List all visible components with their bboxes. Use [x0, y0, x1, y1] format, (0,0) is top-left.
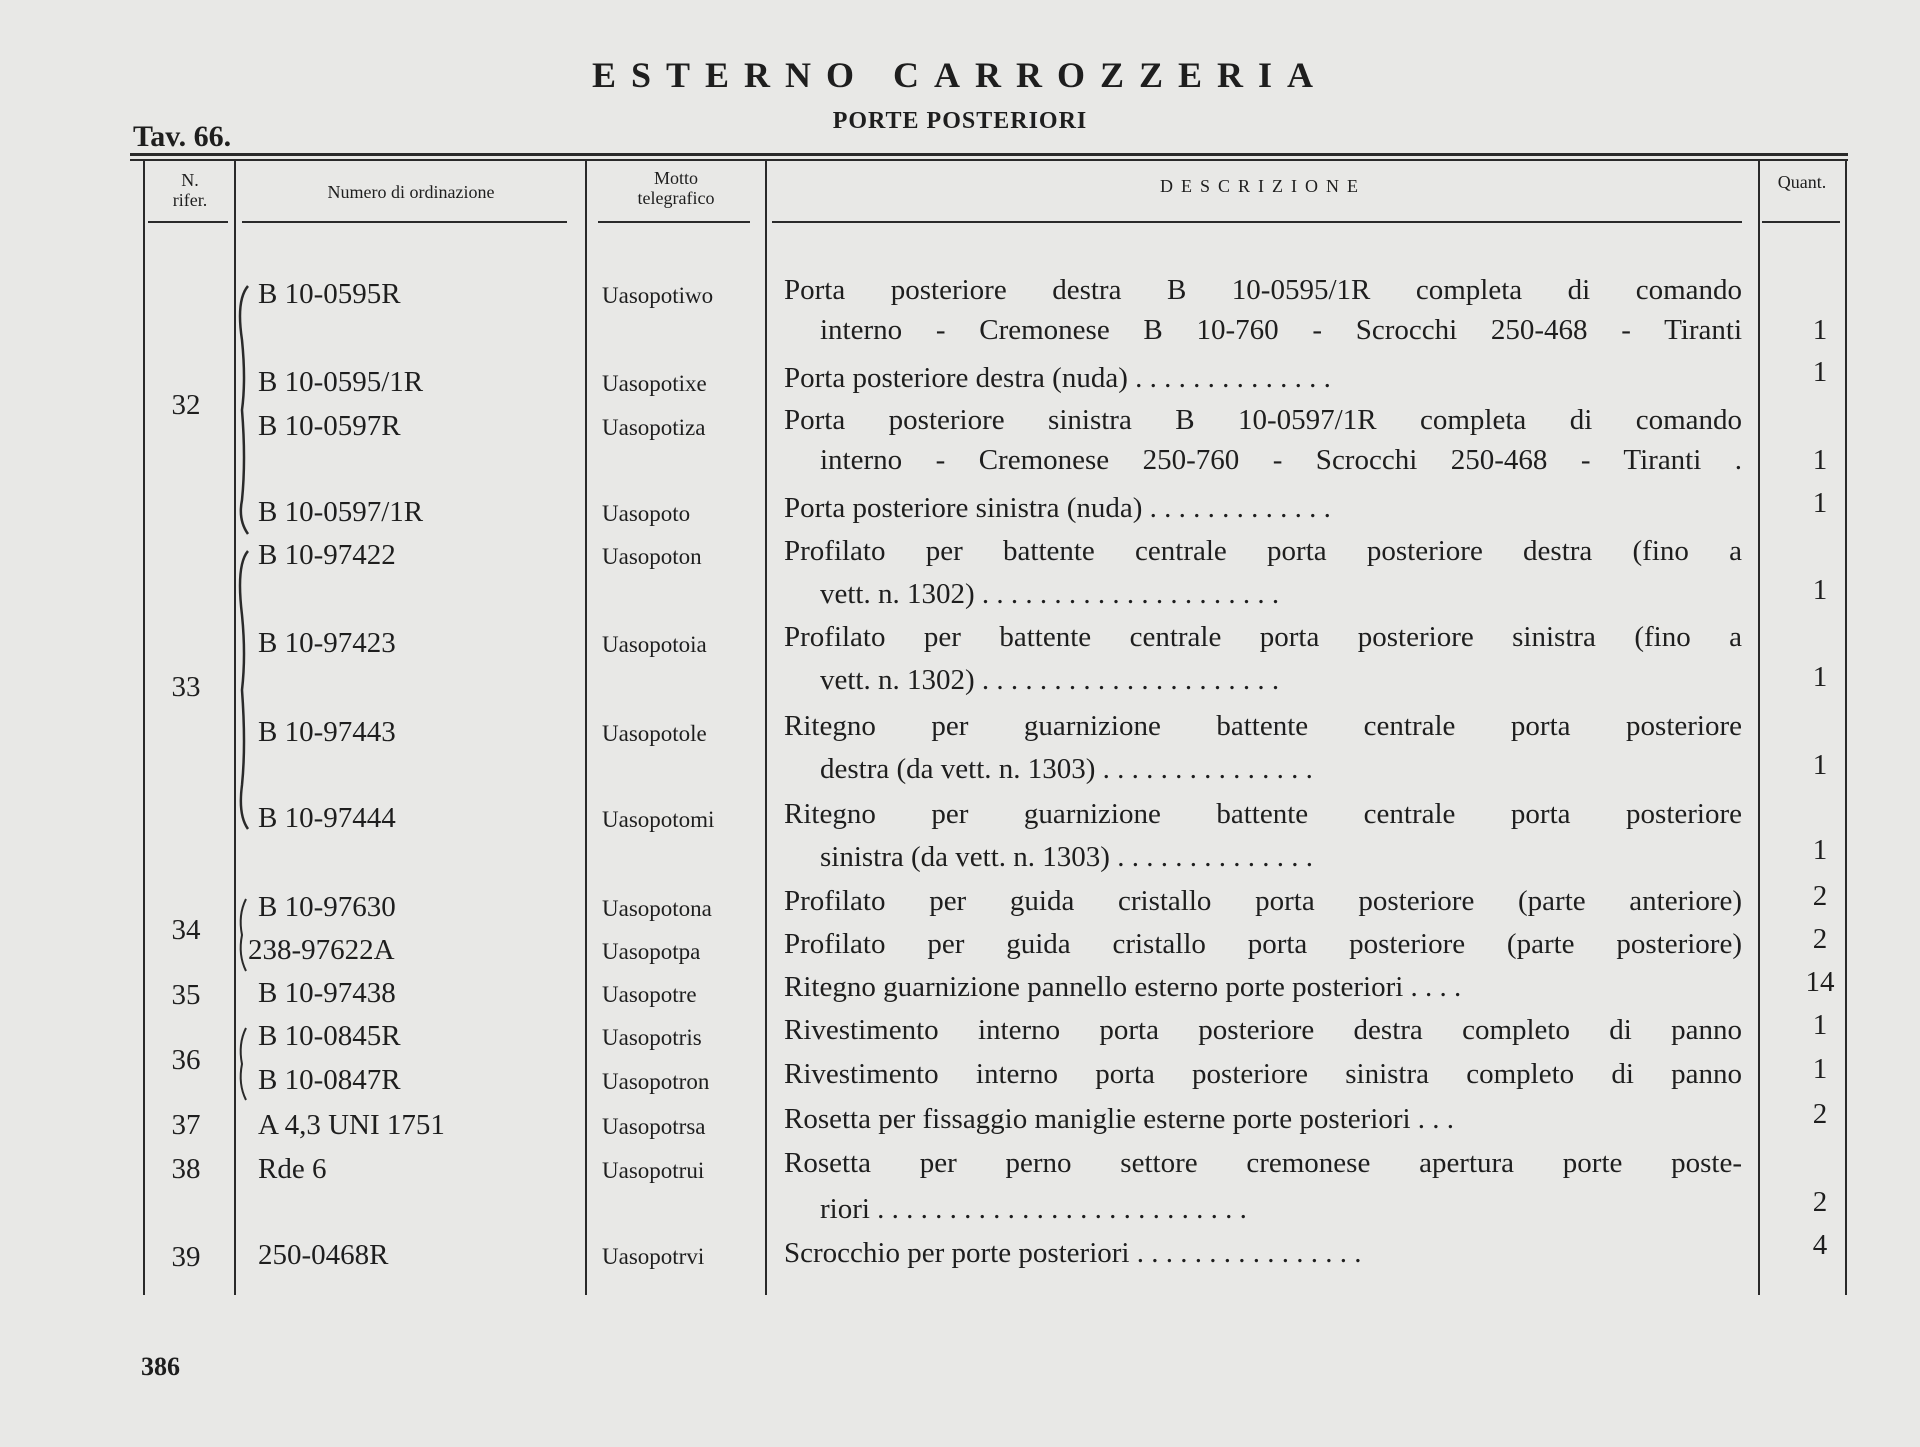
- description: [784, 1102, 1742, 1136]
- part-name: Ritegno: [784, 971, 876, 1003]
- table-number: Tav. 66.: [133, 120, 232, 153]
- order-code: 250-0468R: [258, 1239, 389, 1271]
- telegraph-code: Uasopotona: [602, 896, 712, 921]
- col-header-qty: Quant.: [1777, 172, 1827, 192]
- description-continued: sinistra (da vett. n. 1303) . . . . . . . . . . . . . .: [820, 841, 1313, 873]
- telegraph-code: Uasopoto: [602, 501, 691, 526]
- description-continued: riori . . . . . . . . . . . . . . . . . . . . . . . . . .: [820, 1193, 1247, 1225]
- order-code: B 10-97630: [258, 891, 396, 923]
- order-code: B 10-0595R: [258, 278, 401, 310]
- description-text: per porte posteriori . . . . . . . . . . . . . . . .: [907, 1237, 1362, 1269]
- ref-number: 34: [171, 914, 201, 946]
- description-text: posteriore destra B 10-0595/1R completa di comando: [890, 274, 1742, 306]
- description: [784, 403, 1742, 437]
- quantity: 2: [1812, 880, 1828, 912]
- quantity: 1: [1812, 834, 1828, 866]
- ref-number: 39: [171, 1241, 201, 1273]
- header-underline: [242, 221, 567, 223]
- part-name: Porta: [784, 492, 846, 524]
- order-code: B 10-97443: [258, 716, 396, 748]
- header-underline: [772, 221, 1742, 223]
- description-text: per guarnizione battente centrale porta posteriore: [931, 798, 1742, 830]
- order-code: B 10-0597R: [258, 410, 401, 442]
- header-underline: [598, 221, 750, 223]
- description: [784, 273, 1742, 307]
- description-text: guarnizione pannello esterno porte posteriori . . . .: [883, 971, 1462, 1003]
- quantity: 2: [1812, 923, 1828, 955]
- part-name: Rosetta: [784, 1103, 871, 1135]
- ref-number: 37: [171, 1109, 201, 1141]
- page-number: 386: [141, 1352, 180, 1381]
- part-name: Ritegno: [784, 798, 876, 830]
- description: [784, 361, 1742, 395]
- ref-number: 38: [171, 1153, 201, 1185]
- description: [784, 709, 1742, 743]
- order-code: Rde 6: [258, 1153, 327, 1185]
- description-text: interno porta posteriore destra completo di panno: [977, 1014, 1742, 1046]
- col-header-ref-line1: N.: [181, 170, 199, 190]
- order-code: B 10-0595/1R: [258, 366, 424, 398]
- description: [784, 620, 1742, 654]
- description-text: per guida cristallo porta posteriore (parte anteriore): [929, 885, 1742, 917]
- order-code: A 4,3 UNI 1751: [258, 1109, 445, 1141]
- group-bracket: [228, 280, 258, 540]
- page-subtitle: PORTE POSTERIORI: [832, 108, 1088, 134]
- description: [784, 884, 1742, 918]
- description-continued: vett. n. 1302) . . . . . . . . . . . . . . . . . . . . .: [820, 578, 1280, 610]
- telegraph-code: Uasopotole: [602, 721, 707, 746]
- part-name: Profilato: [784, 621, 886, 653]
- description: [784, 1236, 1742, 1270]
- quantity: 1: [1812, 661, 1828, 693]
- part-name: Ritegno: [784, 710, 876, 742]
- part-name: Profilato: [784, 885, 886, 917]
- description-text: per fissaggio maniglie esterne porte posteriori . . .: [878, 1103, 1455, 1135]
- part-name: Porta: [784, 274, 846, 306]
- column-divider: [143, 160, 145, 1295]
- order-code: B 10-97444: [258, 802, 396, 834]
- group-bracket: [228, 545, 258, 835]
- col-header-ref-line2: rifer.: [172, 190, 208, 210]
- part-name: Rivestimento: [784, 1014, 939, 1046]
- part-name: Scrocchio: [784, 1237, 900, 1269]
- group-bracket: [232, 1024, 252, 1104]
- order-code: B 10-0847R: [258, 1064, 401, 1096]
- description-text: posteriore sinistra (nuda) . . . . . . . . . . . . .: [852, 492, 1331, 524]
- quantity: 1: [1812, 1053, 1828, 1085]
- column-divider: [585, 160, 587, 1295]
- ref-number: 32: [171, 389, 201, 421]
- column-divider: [1758, 160, 1760, 1295]
- telegraph-code: Uasopotrsa: [602, 1114, 706, 1139]
- col-header-motto: [588, 168, 764, 208]
- ref-number: 36: [171, 1044, 201, 1076]
- telegraph-code: Uasopotpa: [602, 939, 701, 964]
- telegraph-code: Uasopotre: [602, 982, 697, 1007]
- quantity: 1: [1812, 444, 1828, 476]
- description-continued: destra (da vett. n. 1303) . . . . . . . . . . . . . . .: [820, 753, 1313, 785]
- ref-number: 33: [171, 671, 201, 703]
- description: [784, 1057, 1742, 1091]
- column-divider: [765, 160, 767, 1295]
- header-rule-thin: [130, 159, 1848, 161]
- description-text: interno porta posteriore sinistra completo di panno: [975, 1058, 1742, 1090]
- part-name: Porta: [784, 404, 846, 436]
- page-title: ESTERNO CARROZZERIA: [591, 55, 1329, 95]
- ref-number: 35: [171, 979, 201, 1011]
- quantity: 14: [1805, 966, 1835, 998]
- description: [784, 970, 1742, 1004]
- col-header-ref: [146, 170, 234, 210]
- telegraph-code: Uasopotron: [602, 1069, 710, 1094]
- description-text: posteriore destra (nuda) . . . . . . . . . . . . . .: [852, 362, 1331, 394]
- telegraph-code: Uasopoton: [602, 544, 702, 569]
- description: [784, 1013, 1742, 1047]
- quantity: 2: [1812, 1098, 1828, 1130]
- header-underline: [1762, 221, 1840, 223]
- order-code: 238-97622A: [248, 934, 395, 966]
- telegraph-code: Uasopotiwo: [602, 283, 714, 308]
- description-continued: vett. n. 1302) . . . . . . . . . . . . . . . . . . . . .: [820, 664, 1280, 696]
- telegraph-code: Uasopotris: [602, 1025, 702, 1050]
- part-name: Profilato: [784, 928, 886, 960]
- quantity: 1: [1812, 749, 1828, 781]
- order-code: B 10-97422: [258, 539, 396, 571]
- description-text: posteriore sinistra B 10-0597/1R completa di comando: [888, 404, 1742, 436]
- order-code: B 10-0597/1R: [258, 496, 424, 528]
- telegraph-code: Uasopotiza: [602, 415, 706, 440]
- col-header-motto-line2: telegrafico: [637, 188, 715, 208]
- description-text: per guida cristallo porta posteriore (parte posteriore): [927, 928, 1742, 960]
- description: [784, 534, 1742, 568]
- order-code: B 10-97438: [258, 977, 396, 1009]
- description: [784, 491, 1742, 525]
- order-code: B 10-97423: [258, 627, 396, 659]
- part-name: Rosetta: [784, 1147, 871, 1179]
- part-name: Profilato: [784, 535, 886, 567]
- quantity: 1: [1812, 356, 1828, 388]
- order-code: B 10-0845R: [258, 1020, 401, 1052]
- description-text: per guarnizione battente centrale porta posteriore: [931, 710, 1742, 742]
- quantity: 2: [1812, 1186, 1828, 1218]
- part-name: Porta: [784, 362, 846, 394]
- telegraph-code: Uasopotixe: [602, 371, 707, 396]
- quantity: 1: [1812, 487, 1828, 519]
- header-rule-thick: [130, 153, 1848, 156]
- description-continued: interno - Cremonese 250-760 - Scrocchi 250-468 - Tiranti .: [820, 444, 1742, 476]
- quantity: 1: [1812, 314, 1828, 346]
- quantity: 1: [1812, 574, 1828, 606]
- quantity: 4: [1812, 1229, 1828, 1261]
- col-header-motto-line1: Motto: [653, 168, 698, 188]
- part-name: Rivestimento: [784, 1058, 939, 1090]
- telegraph-code: Uasopotrui: [602, 1158, 705, 1183]
- description-text: per battente centrale porta posteriore destra (fino a: [925, 535, 1742, 567]
- telegraph-code: Uasopotomi: [602, 807, 715, 832]
- header-underline: [148, 221, 228, 223]
- description: [784, 1146, 1742, 1180]
- telegraph-code: Uasopotrvi: [602, 1244, 705, 1269]
- description: [784, 797, 1742, 831]
- col-header-code: Numero di ordinazione: [327, 182, 495, 202]
- description: [784, 927, 1742, 961]
- telegraph-code: Uasopotoia: [602, 632, 707, 657]
- description-text: per perno settore cremonese apertura porte poste-: [919, 1147, 1742, 1179]
- quantity: 1: [1812, 1009, 1828, 1041]
- description-continued: interno - Cremonese B 10-760 - Scrocchi 250-468 - Tiranti: [820, 314, 1742, 346]
- col-header-desc: DESCRIZIONE: [1160, 176, 1366, 196]
- description-text: per battente centrale porta posteriore sinistra (fino a: [923, 621, 1742, 653]
